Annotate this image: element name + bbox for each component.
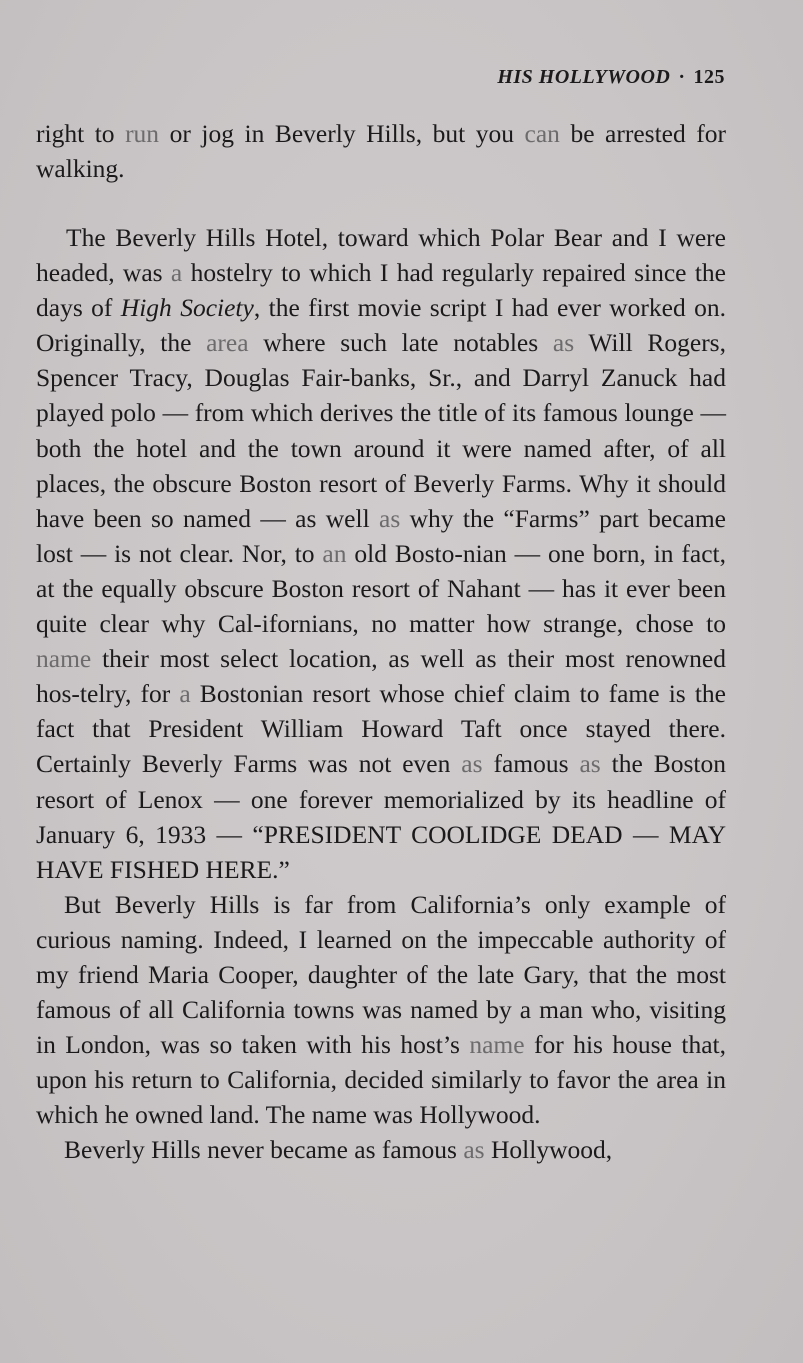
text-run: Beverly Hills never became as famous <box>64 1135 464 1165</box>
text-run: The Beverly Hills Hotel, toward which Polar Bear and I were headed, was <box>36 223 726 288</box>
faded-word: name <box>469 1030 525 1060</box>
text-run: But Beverly Hills is far from California’s only example of curious naming. Indeed, I learned on the impeccable authority of my friend Maria Cooper, daughter of the late Gary, that the most famous of all California towns was named by a man who, visiting in London, was so taken with his host’s <box>36 889 726 1060</box>
text-run: the Boston resort of Lenox — one forever memorialized by its headline of January 6, 1933 — “PRESIDENT COOLIDGE DEAD — MAY HAVE FISHED HERE.” <box>36 749 726 884</box>
text-run: famous <box>482 749 580 779</box>
text-run: right to <box>36 119 126 148</box>
faded-word: as <box>552 328 575 358</box>
faded-word: area <box>206 328 249 358</box>
paragraph-continued <box>36 116 726 186</box>
paragraph-beverly-hills-hotel <box>36 220 726 887</box>
faded-word: run <box>125 119 160 148</box>
running-head-separator: · <box>678 66 686 88</box>
paragraph-curious-naming <box>36 887 726 1133</box>
faded-word: as <box>463 1135 485 1165</box>
faded-word: as <box>379 503 401 533</box>
continued-paragraph-block <box>36 116 726 186</box>
faded-word: a <box>170 258 183 288</box>
running-head <box>497 66 725 89</box>
page-number: 125 <box>693 66 725 88</box>
text-run: , the first movie script I had ever worked on. Originally, the <box>36 293 726 358</box>
text-run: hostelry to which I had regularly repaired since the days of <box>36 258 726 323</box>
text-run: or jog in Beverly Hills, but you <box>159 119 525 148</box>
paragraph-hollywood-fame <box>36 1132 726 1167</box>
main-text-block <box>36 220 726 1168</box>
text-run: why the “Farms” part became lost — is not clear. Nor, to <box>36 503 726 568</box>
text-run: be arrested for walking. <box>36 119 727 184</box>
text-run: old Bosto-nian — one born, in fact, at the equally obscure Boston resort of Nahant — has it ever been quite clear why Cal-ifornians, no matter how strange, chose to <box>36 538 726 639</box>
faded-word: an <box>322 538 347 568</box>
text-run: where such late notables <box>248 328 553 358</box>
text-run: for his house that, upon his return to California, decided similarly to favor the area in which he owned land. The name was Hollywood. <box>36 1030 726 1130</box>
faded-word: as <box>579 749 601 779</box>
faded-word: name <box>36 644 92 674</box>
running-head-title: HIS HOLLYWOOD <box>497 66 671 88</box>
text-run: their most select location, as well as their most renowned hos-telry, for <box>36 644 726 709</box>
text-run: Hollywood, <box>484 1135 613 1165</box>
text-run: Bostonian resort whose chief claim to fame is the fact that President William Howard Taft once stayed there. Certainly Beverly Farms was not even <box>36 679 726 779</box>
faded-word: a <box>179 679 191 709</box>
faded-word: can <box>524 119 560 148</box>
faded-word: as <box>461 749 483 779</box>
text-run: Will Rogers, Spencer Tracy, Douglas Fair-banks, Sr., and Darryl Zanuck had played polo — from which derives the title of its famous lounge — both the hotel and the town around it were named after, of all places, the obscure Boston resort of Beverly Farms. Why it should have been so named — as well <box>36 328 726 533</box>
italic-title: High Society <box>120 293 254 323</box>
